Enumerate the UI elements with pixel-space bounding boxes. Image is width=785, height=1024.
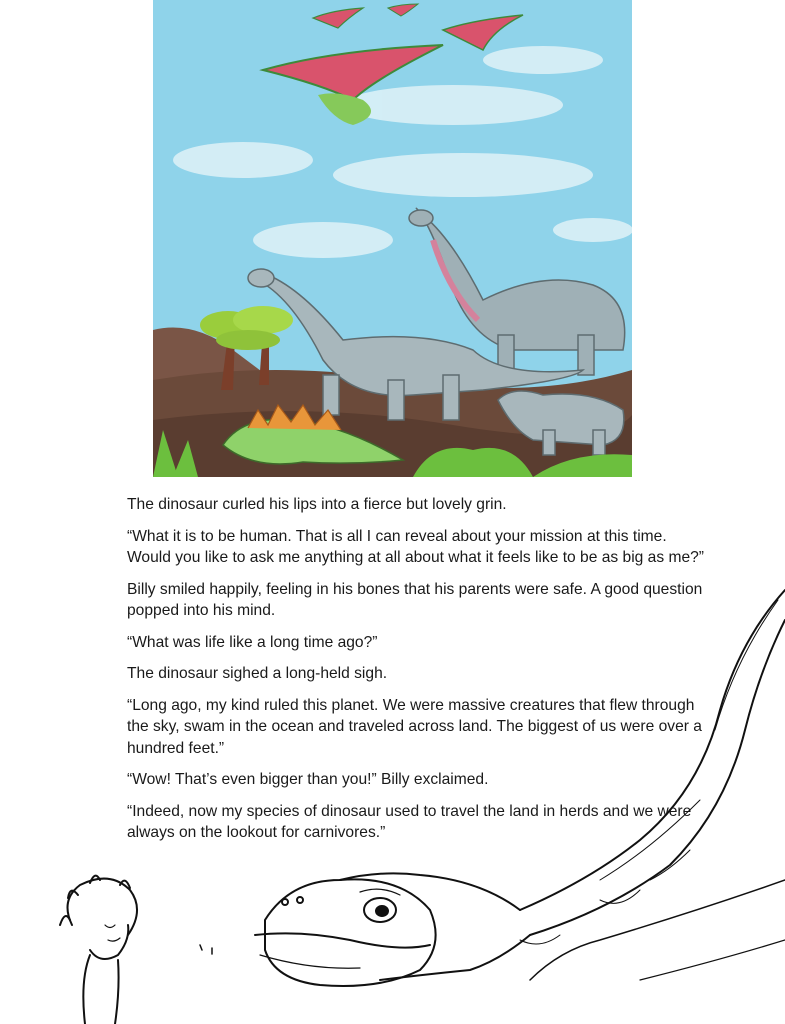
story-paragraph-6: “Long ago, my kind ruled this planet. We were massive creatures that flew through the sky, swam in the ocean and traveled across land. The biggest of us were over a hundred feet.” <box>127 696 702 757</box>
story-text <box>127 494 707 854</box>
story-paragraph-5: The dinosaur sighed a long-held sigh. <box>127 665 388 682</box>
story-paragraph-2: “What it is to be human. That is all I can reveal about your mission at this time. Would you like to ask me anything at all about what it feels like to be as big as me?” <box>127 527 704 566</box>
story-paragraph-1: The dinosaur curled his lips into a fierce but lovely grin. <box>127 496 507 513</box>
story-paragraph-7: “Wow! That’s even bigger than you!” Billy exclaimed. <box>127 771 489 788</box>
story-paragraph-8: “Indeed, now my species of dinosaur used to travel the land in herds and we were always on the lookout for carnivores.” <box>127 802 692 841</box>
story-paragraph-4: “What was life like a long time ago?” <box>127 633 378 651</box>
dinosaur-illustration <box>153 0 632 477</box>
story-paragraph-3: Billy smiled happily, feeling in his bones that his parents were safe. A good question popped into his mind. <box>127 580 703 619</box>
